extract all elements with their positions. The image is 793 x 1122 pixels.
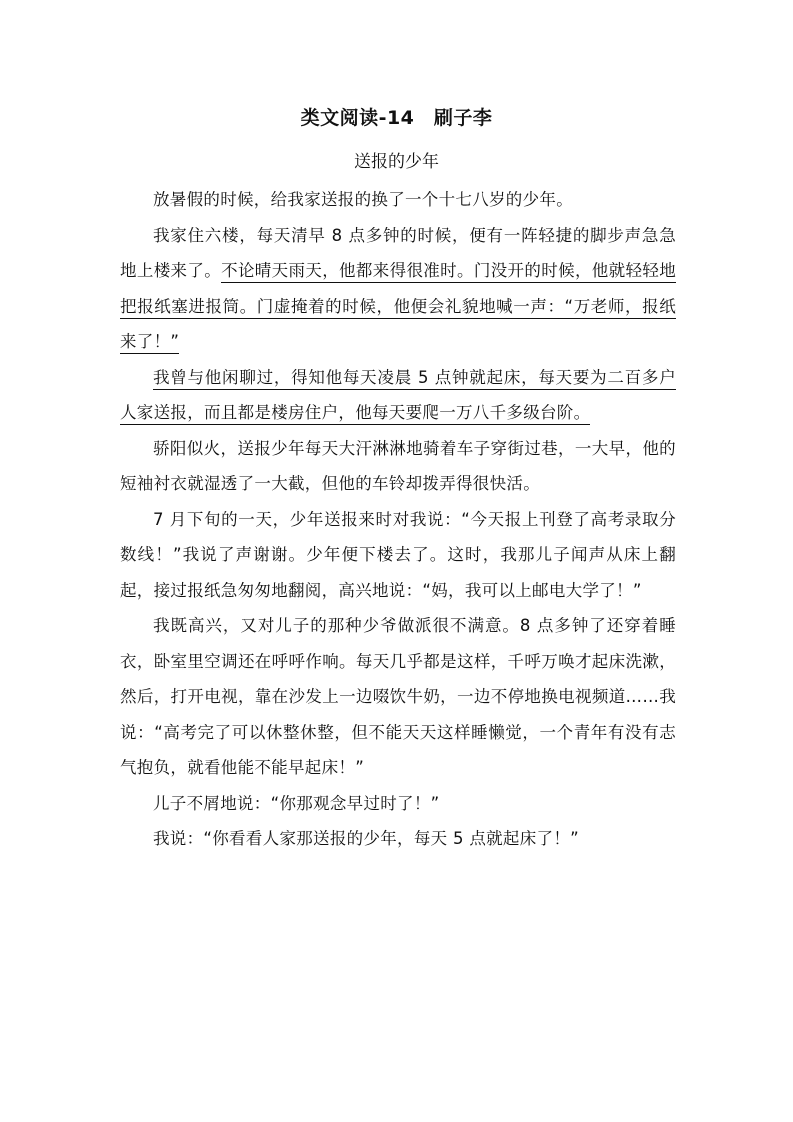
article-body (120, 182, 676, 857)
text-segment: 我家住六楼，每天清早 8 点多钟的时候，便有一阵轻捷的脚步声急急地上楼来了。 (120, 225, 676, 280)
text-segment: 我既高兴，又对儿子的那种少爷做派很不满意。8 点多钟了还穿着睡衣，卧室里空调还在呼呼作响。每天几乎都是这样，千呼万唤才起床洗漱，然后，打开电视，靠在沙发上一边啜饮牛奶，一边不停地换电视频道……我说：“高考完了可以休整休整，但不能天天这样睡懒觉，一个青年有没有志气抱负，就看他能不能早起床！” (120, 616, 676, 777)
text-segment: 儿子不屑地说：“你那观念早过时了！” (153, 793, 440, 813)
paragraph (120, 360, 676, 431)
paragraph (120, 502, 676, 609)
text-segment: 7 月下旬的一天，少年送报来时对我说：“今天报上刊登了高考录取分数线！”我说了声谢谢。少年便下楼去了。这时，我那儿子闻声从床上翻起，接过报纸急匆匆地翻阅，高兴地说：“妈，我可以上邮电大学了！” (120, 509, 676, 600)
story-title: 送报的少年 (354, 152, 439, 172)
paragraph (120, 608, 676, 786)
paragraph (120, 431, 676, 502)
paragraph (120, 786, 676, 822)
text-segment: 我说：“你看看人家那送报的少年，每天 5 点就起床了！” (153, 829, 579, 848)
paragraph (120, 218, 676, 360)
underlined-text: 我曾与他闲聊过，得知他每天凌晨 5 点钟就起床，每天要为二百多户人家送报，而且都是楼房住户，他每天要爬一万八千多级台阶。 (120, 368, 676, 426)
paragraph (120, 182, 676, 218)
text-segment: 骄阳似火，送报少年每天大汗淋淋地骑着车子穿街过巷，一大早，他的短袖衬衣就湿透了一大截，但他的车铃却拨弄得很快活。 (120, 438, 676, 493)
underlined-text: 不论晴天雨天，他都来得很准时。门没开的时候，他就轻轻地把报纸塞进报筒。门虚掩着的时候，他便会礼貌地喊一声：“万老师，报纸来了！” (120, 261, 676, 354)
page-title: 类文阅读-14 刷子李 (300, 107, 493, 129)
text-segment: 放暑假的时候，给我家送报的换了一个十七八岁的少年。 (153, 190, 573, 209)
paragraph (120, 821, 676, 857)
